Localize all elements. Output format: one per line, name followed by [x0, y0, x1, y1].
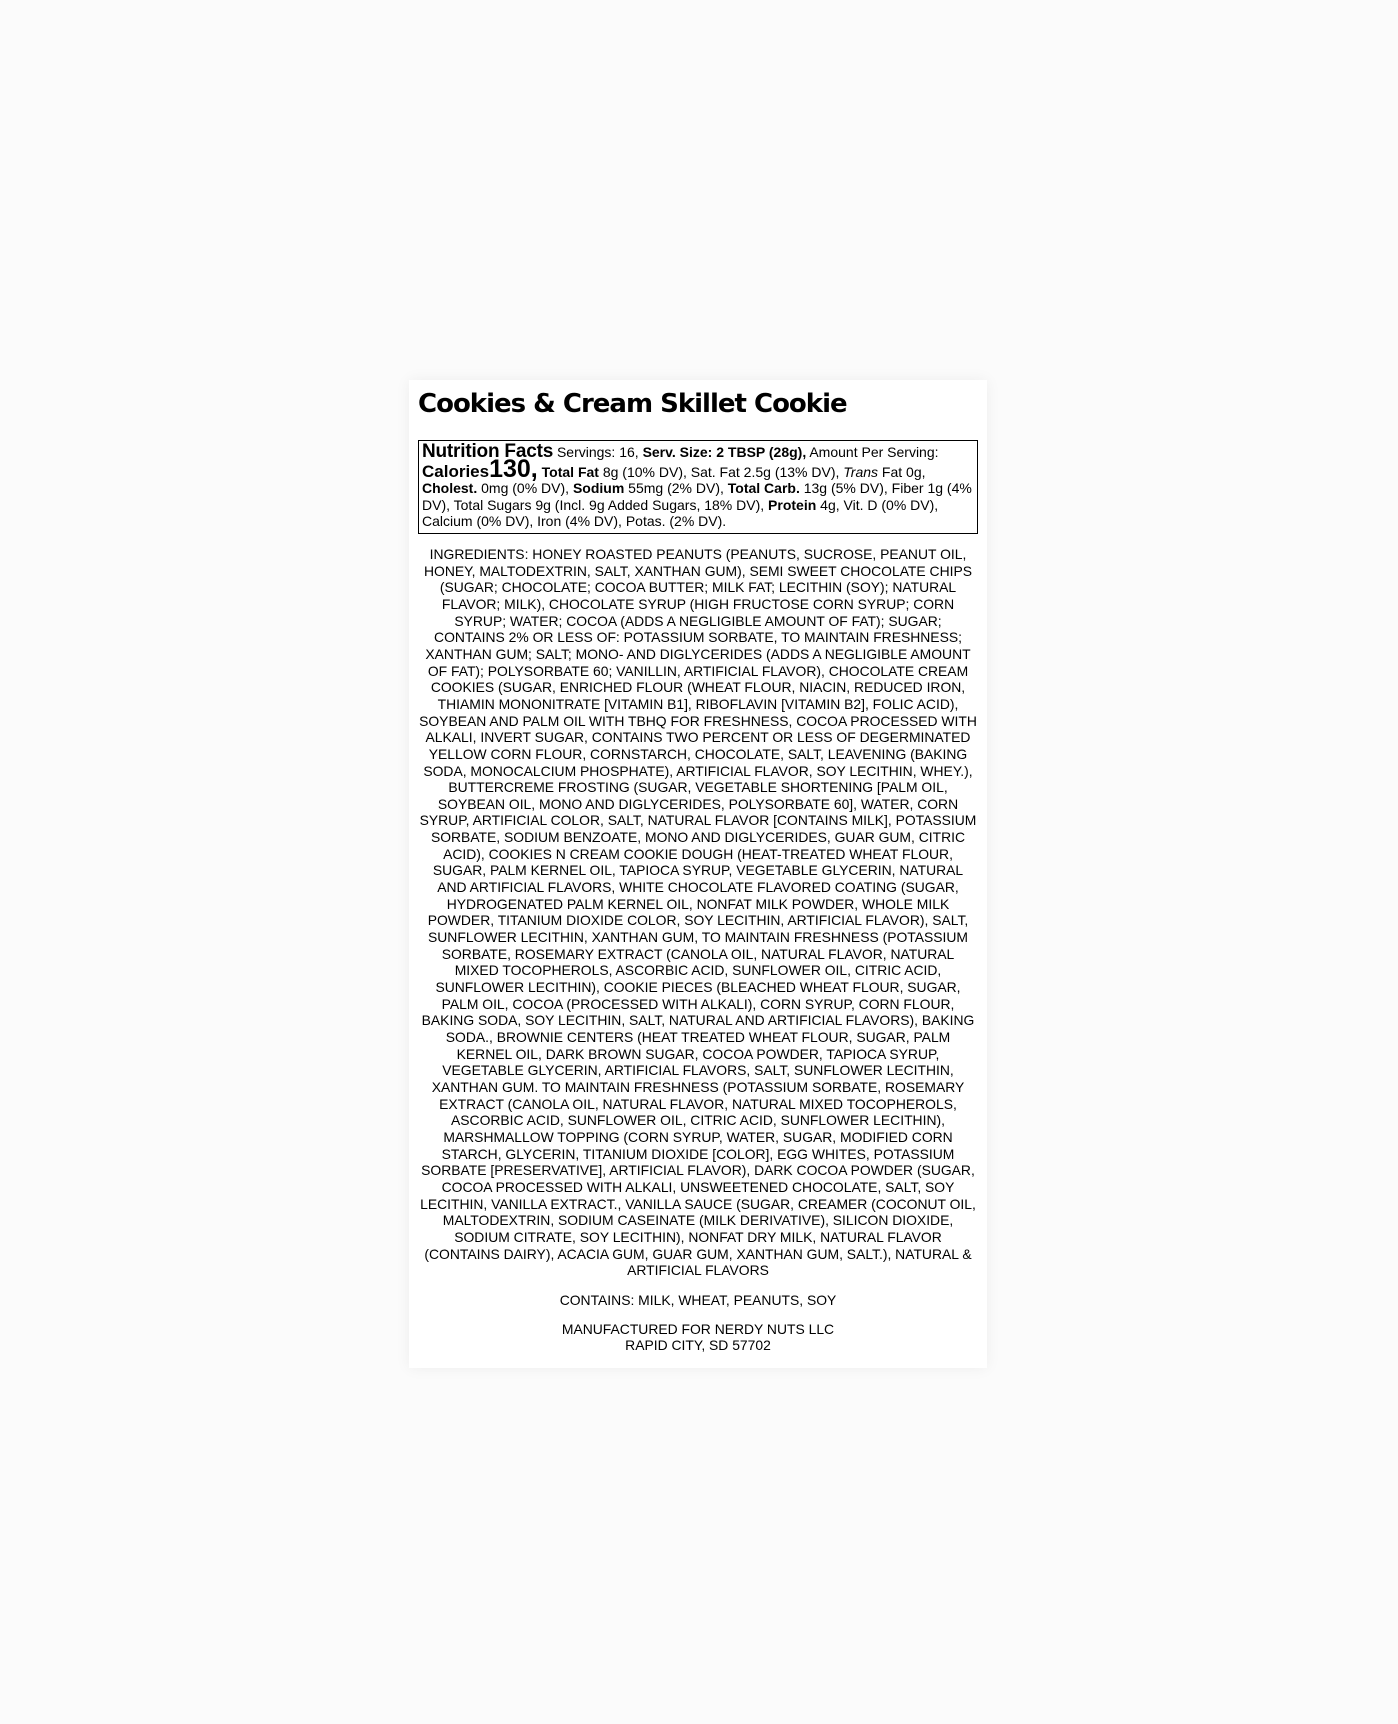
cholesterol-label: Cholest. — [422, 480, 478, 497]
product-title: Cookies & Cream Skillet Cookie — [418, 389, 847, 419]
nutrition-facts-heading: Nutrition Facts — [422, 441, 554, 462]
trans-fat-label: Trans — [843, 463, 879, 480]
manufacturer-address: RAPID CITY, SD 57702 — [625, 1337, 771, 1354]
calories-label: Calories — [422, 461, 490, 481]
manufacturer-name: MANUFACTURED FOR NERDY NUTS LLC — [561, 1320, 835, 1337]
total-fat-value: 8g (10% DV), Sat. Fat 2.5g (13% DV), — [602, 463, 840, 480]
protein-value: 4g, — [820, 496, 840, 513]
allergen-contains-text: CONTAINS: MILK, WHEAT, PEANUTS, SOY — [559, 1291, 837, 1308]
sodium-label: Sodium — [572, 480, 625, 497]
ingredients-text: INGREDIENTS: HONEY ROASTED PEANUTS (PEANUTS, SUCROSE, PEANUT OIL, HONEY, MALTODEXTRIN, SALT, XANTHAN GUM), SEMI SWEET CHOCOLATE CHIPS (SUGAR; CHOCOLATE; COCOA BUTTER; MILK FAT; LECITHIN (SOY); NATURAL FLAVOR; MILK), CHOCOLATE SYRUP (HIGH FRUCTOSE CORN SYRUP; CORN SYRUP; WATER; COCOA (ADDS A NEGLIGIBLE AMOUNT OF FAT); SUGAR; CONTAINS 2% OR LESS OF: POTASSIUM SORBATE, TO MAINTAIN FRESHNESS; XANTHAN GUM; SALT; MONO- AND DIGLYCERIDES (ADDS A NEGLIGIBLE AMOUNT OF FAT); POLYSORBATE 60; VANILLIN, ARTIFICIAL FLAVOR), CHOCOLATE CREAM COOKIES (SUGAR, ENRICHED FLOUR (WHEAT FLOUR, NIACIN, REDUCED IRON, THIAMIN MONONITRATE [VITAMIN B1], RIBOFLAVIN [VITAMIN B2], FOLIC ACID), SOYBEAN AND PALM OIL WITH TBHQ FOR FRESHNESS, COCOA PROCESSED WITH ALKALI, INVERT SUGAR, CONTAINS TWO PERCENT OR LESS OF DEGERMINATED YELLOW CORN FLOUR, CORNSTARCH, CHOCOLATE, SALT, LEAVENING (BAKING SODA, MONOCALCIUM PHOSPHATE), ARTIFICIAL FLAVOR, SOY LECITHIN, WHEY.), BUTTERCREME FROSTING (SUGAR, VEGETABLE SHORTENING [PALM OIL, SOYBEAN OIL, MONO AND DIGLYCERIDES, POLYSORBATE 60], WATER, CORN SYRUP, ARTIFICIAL COLOR, SALT, NATURAL FLAVOR [CONTAINS MILK], POTASSIUM SORBATE, SODIUM BENZOATE, MONO AND DIGLYCERIDES, GUAR GUM, CITRIC ACID), COOKIES N CREAM COOKIE DOUGH (HEAT-TREATED WHEAT FLOUR, SUGAR, PALM KERNEL OIL, TAPIOCA SYRUP, VEGETABLE GLYCERIN, NATURAL AND ARTIFICIAL FLAVORS, WHITE CHOCOLATE FLAVORED COATING (SUGAR, HYDROGENATED PALM KERNEL OIL, NONFAT MILK POWDER, WHOLE MILK POWDER, TITANIUM DIOXIDE COLOR, SOY LECITHIN, ARTIFICIAL FLAVOR), SALT, SUNFLOWER LECITHIN, XANTHAN GUM, TO MAINTAIN FRESHNESS (POTASSIUM SORBATE, ROSEMARY EXTRACT (CANOLA OIL, NATURAL FLAVOR, NATURAL MIXED TOCOPHEROLS, ASCORBIC ACID, SUNFLOWER OIL, CITRIC ACID, SUNFLOWER LECITHIN), COOKIE PIECES (BLEACHED WHEAT FLOUR, SUGAR, PALM OIL, COCOA (PROCESSED WITH ALKALI), CORN SYRUP, CORN FLOUR, BAKING SODA, SOY LECITHIN, SALT, NATURAL AND ARTIFICIAL FLAVORS), BAKING SODA., BROWNIE CENTERS (HEAT TREATED WHEAT FLOUR, SUGAR, PALM KERNEL OIL, DARK BROWN SUGAR, COCOA POWDER, TAPIOCA SYRUP, VEGETABLE GLYCERIN, ARTIFICIAL FLAVORS, SALT, SUNFLOWER LECITHIN, XANTHAN GUM. TO MAINTAIN FRESHNESS (POTASSIUM SORBATE, ROSEMARY EXTRACT (CANOLA OIL, NATURAL FLAVOR, NATURAL MIXED TOCOPHEROLS, ASCORBIC ACID, SUNFLOWER OIL, CITRIC ACID, SUNFLOWER LECITHIN), MARSHMALLOW TOPPING (CORN SYRUP, WATER, SUGAR, MODIFIED CORN STARCH, GLYCERIN, TITANIUM DIOXIDE [COLOR], EGG WHITES, POTASSIUM SORBATE [PRESERVATIVE], ARTIFICIAL FLAVOR), DARK COCOA POWDER (SUGAR, COCOA PROCESSED WITH ALKALI, UNSWEETENED CHOCOLATE, SALT, SOY LECITHIN, VANILLA EXTRACT., VANILLA SAUCE (SUGAR, CREAMER (COCONUT OIL, MALTODEXTRIN, SODIUM CASEINATE (MILK DERIVATIVE), SILICON DIOXIDE, SODIUM CITRATE, SOY LECITHIN), NONFAT DRY MILK, NATURAL FLAVOR (CONTAINS DAIRY), ACACIA GUM, GUAR GUM, XANTHAN GUM, SALT.), NATURAL & ARTIFICIAL FLAVORS — [419, 545, 977, 1279]
vitamins-minerals-text: Vit. D (0% DV), Calcium (0% DV), Iron (4% DV), Potas. (2% DV). — [422, 496, 939, 530]
cholesterol-value: 0mg (0% DV), — [481, 480, 570, 497]
nutrition-label-card — [409, 380, 987, 1368]
sodium-value: 55mg (2% DV), — [628, 480, 724, 497]
amount-per-serving-text: Amount Per Serving: — [809, 444, 939, 460]
total-fat-label: Total Fat — [541, 463, 599, 480]
calories-value: 130, — [489, 454, 538, 483]
servings-text: Servings: 16, — [556, 444, 639, 460]
total-carb-label: Total Carb. — [727, 480, 800, 497]
total-carb-value: 13g (5% DV), Fiber 1g (4% DV), Total Sugars 9g (Incl. 9g Added Sugars, 18% DV), — [422, 480, 972, 513]
nutrition-facts-box — [418, 440, 978, 534]
trans-fat-value: Fat 0g, — [881, 463, 926, 480]
serving-size-text: Serv. Size: 2 TBSP (28g), — [642, 444, 807, 460]
protein-label: Protein — [768, 496, 817, 513]
manufacturer-block — [418, 1321, 978, 1354]
